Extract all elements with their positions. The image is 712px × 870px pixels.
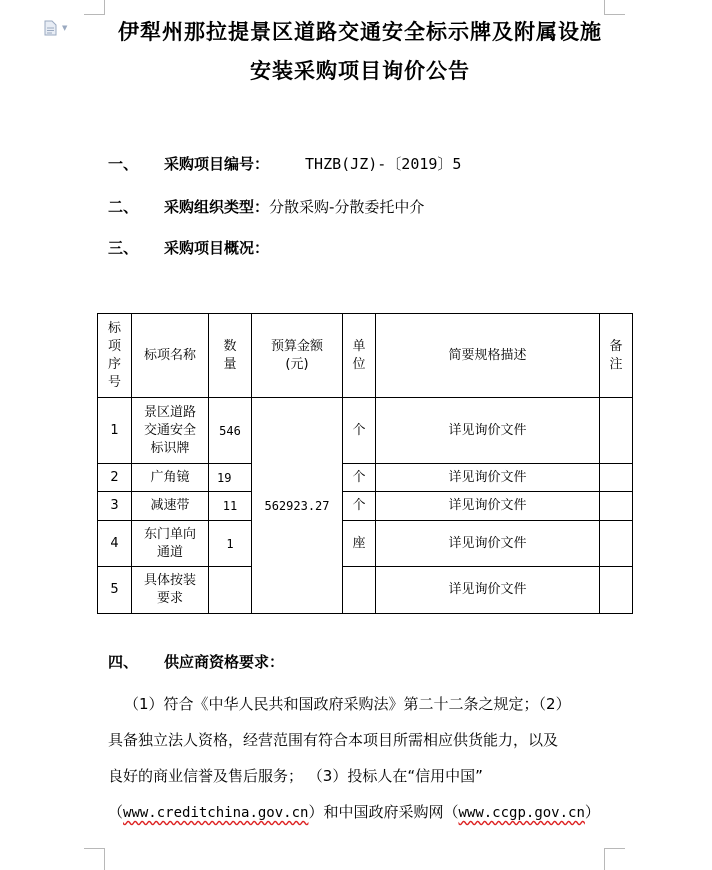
header-unit: 单 位: [343, 314, 376, 398]
paragraph-line: （1）符合《中华人民共和国政府采购法》第二十二条之规定；（2）: [124, 695, 571, 713]
header-note: 备 注: [600, 314, 633, 398]
cell-unit: 座: [343, 521, 376, 567]
section-organization-type: [108, 196, 424, 217]
cell-note: [600, 492, 633, 521]
cell-name: 具体按装 要求: [132, 567, 209, 614]
cell-unit: 个: [343, 398, 376, 464]
cell-qty: 546: [209, 398, 252, 464]
table-row: [98, 492, 633, 521]
cell-desc: 详见询价文件: [376, 567, 600, 614]
cell-note: [600, 464, 633, 492]
crop-mark-bottom-right: [604, 848, 625, 870]
cell-name: 广角镜: [132, 464, 209, 492]
header-desc: 简要规格描述: [376, 314, 600, 398]
cell-desc: 详见询价文件: [376, 521, 600, 567]
paragraph-line: （www.creditchina.gov.cn）和中国政府采购网（www.ccgp.gov.cn）: [108, 803, 600, 821]
cell-name: 景区道路 交通安全 标识牌: [132, 398, 209, 464]
section-label: 采购组织类型：: [164, 198, 270, 216]
cell-seq: 4: [98, 521, 132, 567]
crop-mark-top-right: [604, 0, 625, 15]
project-number-value: THZB(JZ)-〔2019〕5: [305, 155, 462, 173]
section-number: 三、: [108, 239, 139, 257]
header-seq: 标 项 序 号: [98, 314, 132, 398]
cell-unit: 个: [343, 464, 376, 492]
cell-budget-total: 562923.27: [252, 398, 343, 614]
section-supplier-requirements: [108, 651, 284, 672]
procurement-items-table: [97, 313, 633, 614]
section-number: 二、: [108, 198, 139, 216]
chevron-down-icon[interactable]: ▼: [62, 24, 68, 32]
cell-seq: 1: [98, 398, 132, 464]
table-row: [98, 464, 633, 492]
section-label: 采购项目编号：: [164, 155, 270, 173]
cell-seq: 3: [98, 492, 132, 521]
section-label: 供应商资格要求：: [164, 653, 285, 671]
doc-title-line1: 伊犁州那拉提景区道路交通安全标示牌及附属设施: [118, 20, 602, 44]
cell-seq: 5: [98, 567, 132, 614]
doc-title-line2: 安装采购项目询价公告: [250, 59, 470, 83]
section-label: 采购项目概况：: [164, 239, 270, 257]
cell-desc: 详见询价文件: [376, 398, 600, 464]
crop-mark-bottom-left: [84, 848, 105, 870]
cell-desc: 详见询价文件: [376, 492, 600, 521]
section-number: 一、: [108, 155, 139, 173]
paragraph-line: 具备独立法人资格，经营范围有符合本项目所需相应供货能力，以及: [108, 731, 559, 749]
paragraph-line: 良好的商业信誉及售后服务； （3）投标人在“信用中国”: [108, 767, 483, 785]
cell-unit: 个: [343, 492, 376, 521]
table-row: [98, 398, 633, 464]
cell-name: 减速带: [132, 492, 209, 521]
section-number: 四、: [108, 653, 139, 671]
cell-qty: 1: [209, 521, 252, 567]
creditchina-link[interactable]: www.creditchina.gov.cn: [123, 805, 309, 821]
cell-seq: 2: [98, 464, 132, 492]
cell-name: 东门单向 通道: [132, 521, 209, 567]
crop-mark-top-left: [84, 0, 105, 15]
table-row: [98, 521, 633, 567]
section-project-overview: [108, 237, 269, 258]
section-project-number: [108, 153, 461, 174]
header-name: 标项名称: [132, 314, 209, 398]
requirements-paragraph: [108, 686, 618, 831]
cell-qty: 19: [209, 464, 252, 492]
header-qty: 数 量: [209, 314, 252, 398]
cell-qty: 11: [209, 492, 252, 521]
cell-note: [600, 398, 633, 464]
cell-desc: 详见询价文件: [376, 464, 600, 492]
cell-note: [600, 567, 633, 614]
cell-note: [600, 521, 633, 567]
document-icon[interactable]: [44, 20, 58, 37]
header-budget: 预算金额 (元): [252, 314, 343, 398]
table-header-row: [98, 314, 633, 398]
ccgp-link[interactable]: www.ccgp.gov.cn: [458, 805, 585, 821]
cell-unit: [343, 567, 376, 614]
organization-type-value: 分散采购-分散委托中介: [269, 198, 425, 216]
cell-qty: [209, 567, 252, 614]
table-row: [98, 567, 633, 614]
